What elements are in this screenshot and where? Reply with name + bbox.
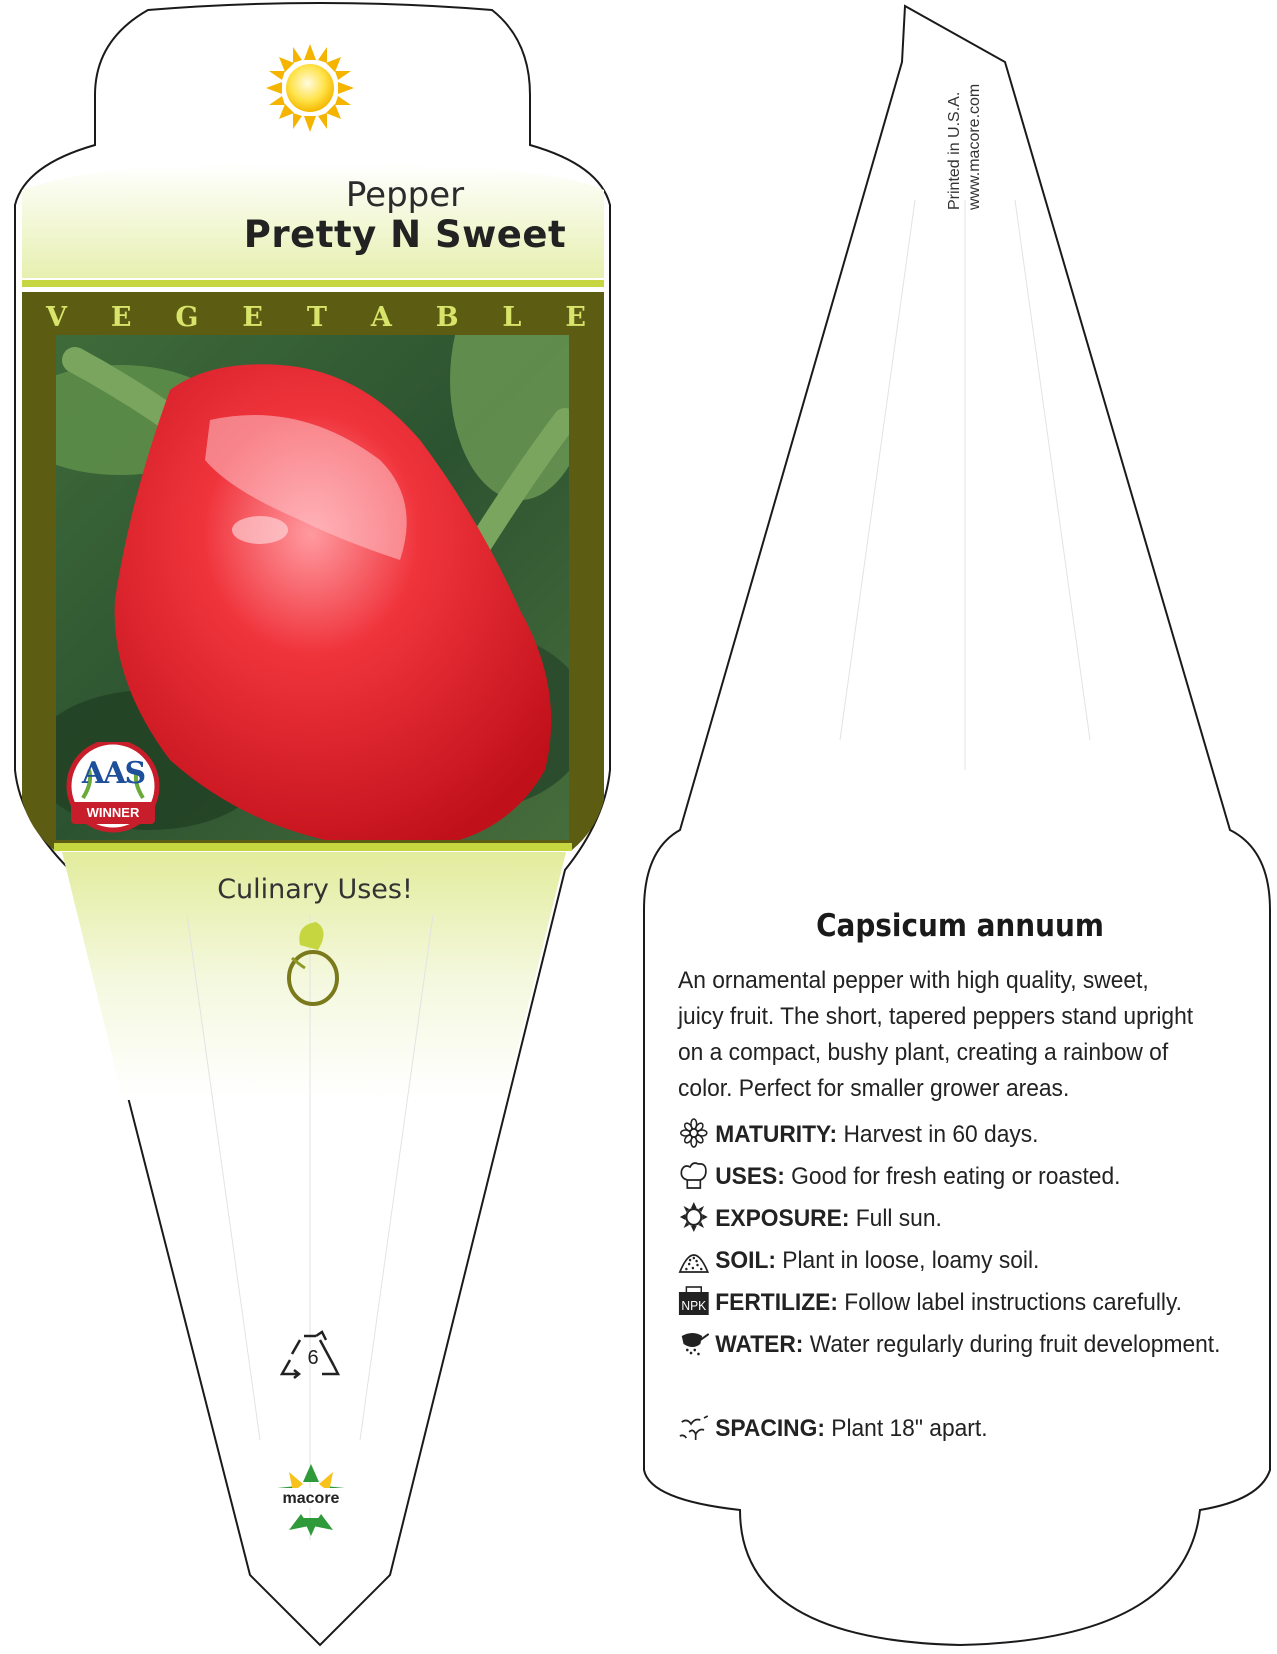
category-banner xyxy=(22,297,606,337)
category-letter: E xyxy=(565,301,586,333)
care-uses xyxy=(678,1159,1227,1195)
back-tag xyxy=(640,0,1277,1654)
flower-icon xyxy=(678,1118,710,1148)
printed-line: Printed in U.S.A. xyxy=(946,91,963,210)
care-text: Follow label instructions carefully. xyxy=(837,1289,1183,1316)
category-letter: V xyxy=(46,301,67,333)
care-text: Plant 18" apart. xyxy=(824,1415,988,1442)
care-label: MATURITY: xyxy=(715,1121,838,1148)
care-label: USES: xyxy=(715,1163,785,1190)
category-letter: E xyxy=(110,301,132,333)
category-letter: L xyxy=(502,301,522,333)
care-label: FERTILIZE: xyxy=(715,1289,838,1316)
common-name: Pepper xyxy=(345,175,465,215)
watering-can-icon xyxy=(678,1328,710,1358)
species-name: Capsicum annuum xyxy=(816,908,1104,944)
description: An ornamental pepper with high quality, sweet, juicy fruit. The short, tapered peppers stand upright on a compact, bushy plant, creating a rainbow of color. Perfect for smaller grower areas. xyxy=(678,967,1194,1102)
care-text: Plant in loose, loamy soil. xyxy=(775,1247,1040,1274)
care-label: EXPOSURE: xyxy=(715,1205,850,1232)
care-text: Good for fresh eating or roasted. xyxy=(784,1163,1121,1190)
printed-url: www.macore.com xyxy=(966,83,983,210)
care-fertilize xyxy=(678,1285,1227,1321)
chef-hat-icon xyxy=(678,1160,710,1190)
printed-info xyxy=(945,84,985,210)
care-label: WATER: xyxy=(715,1331,804,1358)
care-label: SPACING: xyxy=(715,1415,825,1442)
aas-winner-badge xyxy=(65,742,161,836)
care-label: SOIL: xyxy=(715,1247,776,1274)
recycle-number: 6 xyxy=(307,1347,319,1369)
care-text: Full sun. xyxy=(849,1205,942,1232)
category-letter: B xyxy=(435,301,459,333)
variety-name: Pretty N Sweet xyxy=(243,213,567,256)
svg-text:NPK: NPK xyxy=(681,1298,707,1314)
aas-badge-bottom: WINNER xyxy=(86,805,140,820)
care-text: Harvest in 60 days. xyxy=(837,1121,1039,1148)
soil-icon xyxy=(678,1244,710,1274)
brand-name: macore xyxy=(282,1490,340,1507)
care-exposure xyxy=(678,1201,1227,1237)
care-text: Water regularly during fruit development. xyxy=(803,1331,1221,1358)
npk-icon xyxy=(678,1286,710,1316)
feature-text: Culinary Uses! xyxy=(217,874,413,905)
care-soil xyxy=(678,1243,1227,1279)
aas-badge-top: AAS xyxy=(81,756,145,791)
seedling-icon xyxy=(678,1412,710,1442)
care-maturity xyxy=(678,1117,1227,1153)
sun-icon xyxy=(266,44,354,132)
care-spacing xyxy=(678,1411,1227,1447)
category-letter: A xyxy=(370,301,392,333)
category-letter: E xyxy=(242,301,263,333)
sun-icon xyxy=(678,1202,710,1232)
care-water xyxy=(678,1327,1227,1363)
category-letter: T xyxy=(306,301,327,333)
category-letter: G xyxy=(175,301,199,333)
